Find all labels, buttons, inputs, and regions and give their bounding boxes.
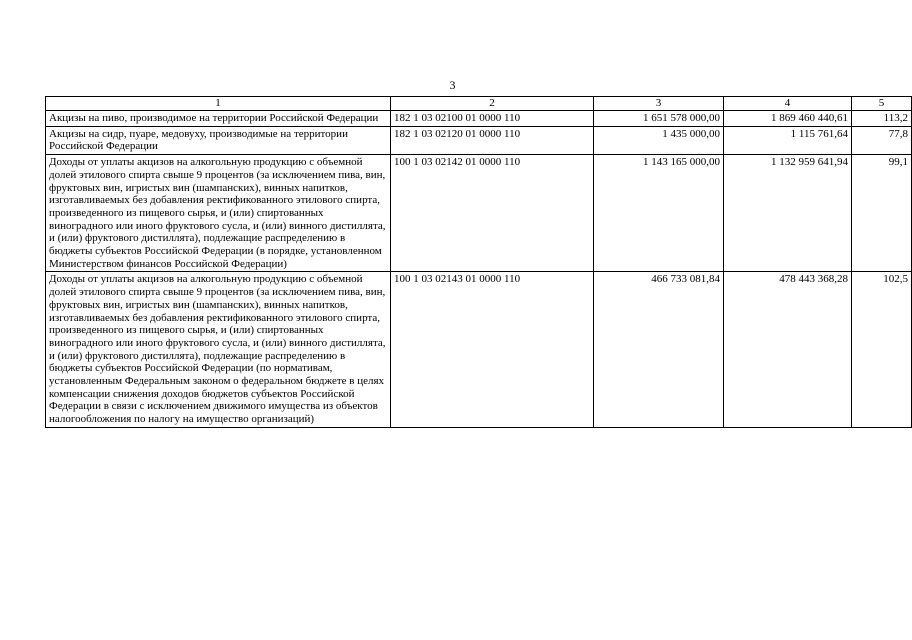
header-col-1: 1: [46, 97, 391, 111]
row-code: 182 1 03 02120 01 0000 110: [391, 126, 594, 154]
page-number: 3: [449, 78, 456, 92]
row-name: Доходы от уплаты акцизов на алкогольную продукцию с объемной долей этилового спирта свыше 9 процентов (за исключением пива, вин, фруктовых вин, игристых вин (шампанских), винных напитков, изготавливаемых без добавления ректификованного этилового спирта, произведенного из пищевого сырья, и (или) спиртованных виноградного или иного фруктового сусла, и (или) винного дистиллята, и (или) фруктового дистиллята), подлежащие распределению в бюджеты субъектов Российской Федерации (по нормативам, установленным Федеральным законом о федеральном бюджете в целях компенсации снижения доходов бюджетов субъектов Российской Федерации в связи с исключением движимого имущества из объектов налогообложения по налогу на имущество организаций): [46, 272, 391, 427]
row-value-col5: 77,8: [852, 126, 912, 154]
table-row: [46, 111, 912, 127]
header-col-3: 3: [594, 97, 724, 111]
revenue-table: [45, 96, 912, 428]
row-code: 100 1 03 02142 01 0000 110: [391, 155, 594, 272]
row-code: 100 1 03 02143 01 0000 110: [391, 272, 594, 427]
row-value-col3: 1 651 578 000,00: [594, 111, 724, 127]
row-value-col5: 113,2: [852, 111, 912, 127]
row-value-col3: 466 733 081,84: [594, 272, 724, 427]
row-value-col4: 1 115 761,64: [724, 126, 852, 154]
table-row: [46, 126, 912, 154]
row-value-col5: 102,5: [852, 272, 912, 427]
header-col-5: 5: [852, 97, 912, 111]
row-value-col4: 478 443 368,28: [724, 272, 852, 427]
row-value-col3: 1 143 165 000,00: [594, 155, 724, 272]
header-col-4: 4: [724, 97, 852, 111]
row-value-col5: 99,1: [852, 155, 912, 272]
row-value-col3: 1 435 000,00: [594, 126, 724, 154]
row-name: Доходы от уплаты акцизов на алкогольную продукцию с объемной долей этилового спирта свыше 9 процентов (за исключением пива, вин, фруктовых вин, игристых вин (шампанских), винных напитков, изготавливаемых без добавления ректификованного этилового спирта, произведенного из пищевого сырья, и (или) спиртованных виноградного или иного фруктового сусла, и (или) винного дистиллята, и (или) фруктового дистиллята), подлежащие распределению в бюджеты субъектов Российской Федерации (в порядке, установленном Министерством финансов Российской Федерации): [46, 155, 391, 272]
row-value-col4: 1 132 959 641,94: [724, 155, 852, 272]
row-code: 182 1 03 02100 01 0000 110: [391, 111, 594, 127]
header-col-2: 2: [391, 97, 594, 111]
row-value-col4: 1 869 460 440,61: [724, 111, 852, 127]
row-name: Акцизы на пиво, производимое на территории Российской Федерации: [46, 111, 391, 127]
table-header-row: [46, 97, 912, 111]
row-name: Акцизы на сидр, пуаре, медовуху, производимые на территории Российской Федерации: [46, 126, 391, 154]
table-row: [46, 155, 912, 272]
table-row: [46, 272, 912, 427]
